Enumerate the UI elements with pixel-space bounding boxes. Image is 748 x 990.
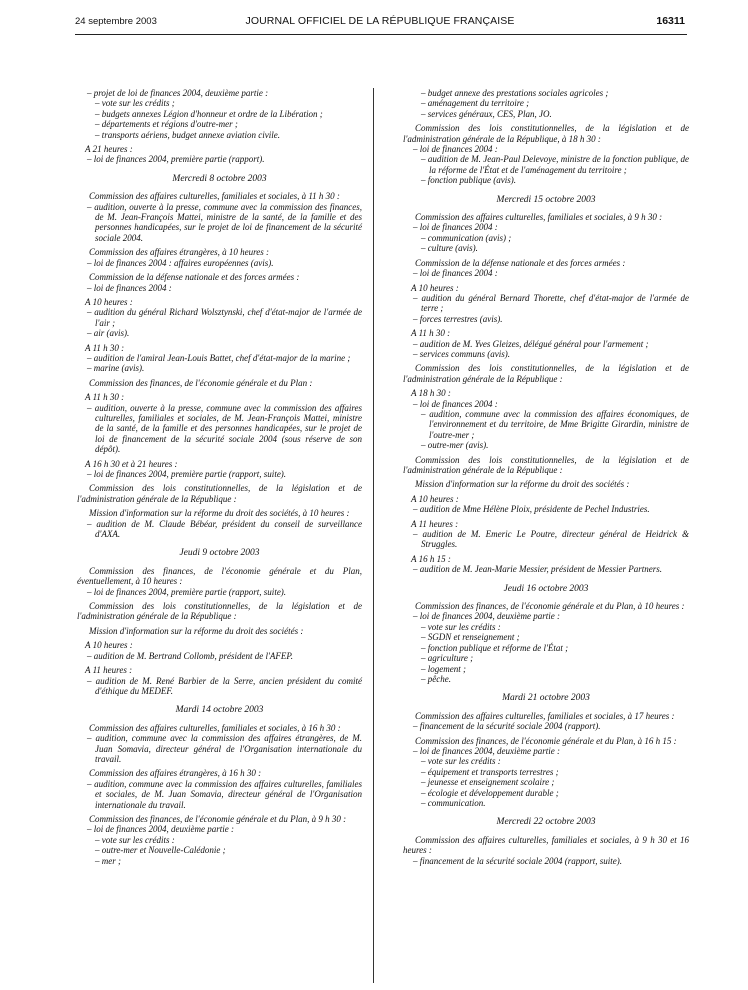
agenda-item: – audition du général Bernard Thorette, chef d'état-major de l'armée de terre ; <box>413 292 689 314</box>
header-date: 24 septembre 2003 <box>75 16 157 27</box>
agenda-item: – air (avis). <box>87 328 130 339</box>
session-paragraph: Commission des affaires étrangères, à 16 h 30 : <box>89 768 262 779</box>
agenda-subitem: – budget annexe des prestations sociales agricoles ; <box>421 88 609 98</box>
agenda-item: – projet de loi de finances 2004, deuxième partie : <box>87 88 269 98</box>
agenda-item: – audition de M. René Barbier de la Serre, ancien président du comité d'éthique du MEDEF. <box>87 675 362 696</box>
agenda-subitem: – services généraux, CES, Plan, JO. <box>421 108 552 119</box>
agenda-subitem: – communication. <box>421 797 486 808</box>
session-paragraph: Commission des lois constitutionnelles, de la législation et de l'administration générale de la République : <box>77 483 362 504</box>
header-rule <box>75 34 687 35</box>
agenda-item: – loi de finances 2004, deuxième partie : <box>87 824 234 835</box>
agenda-subitem: – mer ; <box>95 855 121 866</box>
session-paragraph: Commission des lois constitutionnelles, de la législation et de l'administration générale de la République, à 18 h 30 : <box>403 123 689 144</box>
agenda-item: – audition, commune avec la commission des affaires culturelles, familiales et sociales, de M. Juan Somavia, directeur général de l'Organisation internationale du travail. <box>87 778 362 810</box>
time-line: A 11 h 30 : <box>85 392 125 403</box>
date-heading: Jeudi 16 octobre 2003 <box>503 583 589 594</box>
agenda-subitem: – communication (avis) ; <box>421 232 512 243</box>
session-paragraph: Commission des affaires culturelles, familiales et sociales, à 11 h 30 : <box>89 191 340 202</box>
agenda-subitem: – logement ; <box>421 663 466 674</box>
agenda-item: – loi de finances 2004 : <box>413 222 498 233</box>
agenda-item: – services communs (avis). <box>413 348 510 359</box>
agenda-item: – audition de M. Jean-Marie Messier, président de Messier Partners. <box>413 564 662 575</box>
agenda-item: – loi de finances 2004 : <box>413 268 498 279</box>
agenda-subitem: – fonction publique (avis). <box>421 175 516 186</box>
agenda-item: – loi de finances 2004, première partie (rapport, suite). <box>87 469 287 479</box>
session-paragraph: Mission d'information sur la réforme du droit des sociétés : <box>415 479 630 490</box>
agenda-item: – audition de l'amiral Jean-Louis Battet, chef d'état-major de la marine ; <box>87 352 351 363</box>
session-paragraph: Commission des finances, de l'économie générale et du Plan, à 10 heures : <box>415 601 685 612</box>
time-line: A 16 h 15 : <box>411 553 451 564</box>
time-line: A 18 h 30 : <box>411 388 451 399</box>
agenda-subitem: – SGDN et renseignement ; <box>421 632 520 643</box>
right-column <box>403 88 689 866</box>
session-paragraph: Commission des affaires culturelles, familiales et sociales, à 16 h 30 : <box>89 722 341 733</box>
page-header <box>75 14 685 30</box>
agenda-item: – loi de finances 2004, deuxième partie : <box>413 745 560 756</box>
session-paragraph: Mission d'information sur la réforme du droit des sociétés : <box>89 625 304 636</box>
agenda-subitem: – aménagement du territoire ; <box>421 98 530 109</box>
agenda-subitem: – vote sur les crédits : <box>421 756 501 767</box>
journal-title: JOURNAL OFFICIEL DE LA RÉPUBLIQUE FRANÇAISE <box>245 15 515 27</box>
agenda-item: – loi de finances 2004, première partie (rapport, suite). <box>87 586 287 597</box>
agenda-item: – loi de finances 2004 : <box>87 282 172 293</box>
time-line: A 10 heures : <box>411 493 459 504</box>
agenda-subitem: – vote sur les crédits ; <box>95 98 175 109</box>
page-number: 16311 <box>656 15 685 27</box>
agenda-item: – marine (avis). <box>87 363 145 374</box>
agenda-subitem: – vote sur les crédits : <box>421 621 501 632</box>
session-paragraph: Commission des affaires étrangères, à 10 heures : <box>89 247 269 258</box>
session-paragraph: Commission des affaires culturelles, familiales et sociales, à 17 heures : <box>415 710 675 721</box>
agenda-subitem: – budgets annexes Légion d'honneur et ordre de la Libération ; <box>95 108 323 119</box>
agenda-item: – audition, ouverte à la presse, commune avec la commission des affaires culturelles, familiales et sociales, de M. Jean-François Mattei, ministre de la santé, de la famille et des personnes handicapées, sur le projet de loi de financement de la sécurité sociale 2004 (sous réserve de son dépôt). <box>87 402 362 455</box>
agenda-subitem: – pêche. <box>421 673 451 684</box>
agenda-subitem: – écologie et développement durable ; <box>421 787 559 798</box>
session-paragraph: Commission des lois constitutionnelles, de la législation et de l'administration générale de la République : <box>77 601 362 622</box>
date-heading: Mardi 21 octobre 2003 <box>502 693 590 704</box>
agenda-subitem: – audition, commune avec la commission des affaires économiques, de l'environnement et du territoire, de Mme Brigitte Girardin, ministre de l'outre-mer ; <box>421 408 689 440</box>
agenda-subitem: – vote sur les crédits : <box>95 834 175 845</box>
time-line: A 10 heures : <box>411 282 459 293</box>
agenda-item: – audition, commune avec la commission des affaires étrangères, de M. Juan Somavia, directeur général de l'Organisation internationale du travail. <box>87 733 362 764</box>
agenda-item: – financement de la sécurité sociale 2004 (rapport). <box>413 721 601 732</box>
agenda-item: – audition de M. Emeric Le Poutre, directeur général de Heidrick & Struggles. <box>413 529 689 550</box>
time-line: A 16 h 30 et à 21 heures : <box>85 458 178 469</box>
time-line: A 11 heures : <box>85 665 133 676</box>
time-line: A 11 heures : <box>411 518 459 529</box>
agenda-item: – forces terrestres (avis). <box>413 313 503 324</box>
date-heading: Mercredi 8 octobre 2003 <box>172 173 267 184</box>
agenda-item: – financement de la sécurité sociale 2004 (rapport, suite). <box>413 855 622 866</box>
agenda-item: – loi de finances 2004 : <box>413 144 498 155</box>
agenda-item: – loi de finances 2004 : <box>413 398 498 409</box>
session-paragraph: Commission des lois constitutionnelles, de la législation et de l'administration générale de la République : <box>403 363 689 384</box>
date-heading: Mardi 14 octobre 2003 <box>175 705 264 716</box>
agenda-subitem: – outre-mer et Nouvelle-Calédonie ; <box>95 845 226 856</box>
date-heading: Mercredi 22 octobre 2003 <box>496 817 596 828</box>
agenda-item: – audition de Mme Hélène Ploix, présidente de Pechel Industries. <box>413 504 650 515</box>
date-heading: Mercredi 15 octobre 2003 <box>496 194 596 205</box>
time-line: A 21 heures : <box>85 144 133 155</box>
agenda-item: – audition de M. Claude Bébéar, président du conseil de surveillance d'AXA. <box>87 518 362 540</box>
agenda-subitem: – jeunesse et enseignement scolaire ; <box>421 777 555 788</box>
session-paragraph: Commission des affaires culturelles, familiales et sociales, à 9 h 30 et 16 heures : <box>403 834 689 856</box>
agenda-item: – audition du général Richard Wolsztynski, chef d'état-major de l'armée de l'air ; <box>87 307 362 328</box>
agenda-subitem: – départements et régions d'outre-mer ; <box>95 119 238 130</box>
agenda-item: – audition de M. Yves Gleizes, délégué général pour l'armement ; <box>413 338 649 349</box>
agenda-item: – audition, ouverte à la presse, commune avec la commission des finances, de M. Jean-François Mattei, ministre de la santé, de la famille et des personnes handicapées, sur le projet de loi de financement de la sécurité sociale 2004. <box>87 201 362 243</box>
session-paragraph: Commission des finances, de l'économie générale et du Plan, éventuellement, à 10 heures : <box>77 565 362 587</box>
session-paragraph: Commission des finances, de l'économie générale et du Plan : <box>89 377 313 388</box>
session-paragraph: Commission des lois constitutionnelles, de la législation et de l'administration générale de la République : <box>403 454 689 475</box>
agenda-subitem: – fonction publique et réforme de l'État ; <box>421 642 569 653</box>
time-line: A 11 h 30 : <box>411 328 451 339</box>
time-line: A 10 heures : <box>85 640 133 651</box>
agenda-subitem: – audition de M. Jean-Paul Delevoye, ministre de la fonction publique, de la réforme de l'État et de l'aménagement du territoire ; <box>421 154 689 175</box>
agenda-item: – loi de finances 2004, deuxième partie : <box>413 611 560 622</box>
left-column <box>77 88 362 866</box>
agenda-subitem: – outre-mer (avis). <box>421 440 489 451</box>
agenda-subitem: – transports aériens, budget annexe aviation civile. <box>95 129 280 140</box>
session-paragraph: Commission de la défense nationale et des forces armées : <box>89 272 300 283</box>
time-line: A 10 heures : <box>85 296 133 307</box>
session-paragraph: Mission d'information sur la réforme du droit des sociétés, à 10 heures : <box>89 508 350 519</box>
time-line: A 11 h 30 : <box>85 342 125 353</box>
agenda-subitem: – équipement et transports terrestres ; <box>421 766 559 777</box>
agenda-item: – audition de M. Bertrand Collomb, président de l'AFEP. <box>87 650 293 661</box>
date-heading: Jeudi 9 octobre 2003 <box>179 548 260 559</box>
session-paragraph: Commission des finances, de l'économie générale et du Plan, à 9 h 30 : <box>89 813 347 824</box>
agenda-item: – loi de finances 2004, première partie (rapport). <box>87 154 265 165</box>
session-paragraph: Commission des finances, de l'économie générale et du Plan, à 16 h 15 : <box>415 735 677 746</box>
session-paragraph: Commission de la défense nationale et des forces armées : <box>415 257 626 268</box>
agenda-subitem: – culture (avis). <box>421 243 478 254</box>
agenda-subitem: – agriculture ; <box>421 653 474 664</box>
column-separator <box>373 88 374 983</box>
agenda-item: – loi de finances 2004 : affaires européennes (avis). <box>87 257 274 268</box>
session-paragraph: Commission des affaires culturelles, familiales et sociales, à 9 h 30 : <box>415 212 663 223</box>
